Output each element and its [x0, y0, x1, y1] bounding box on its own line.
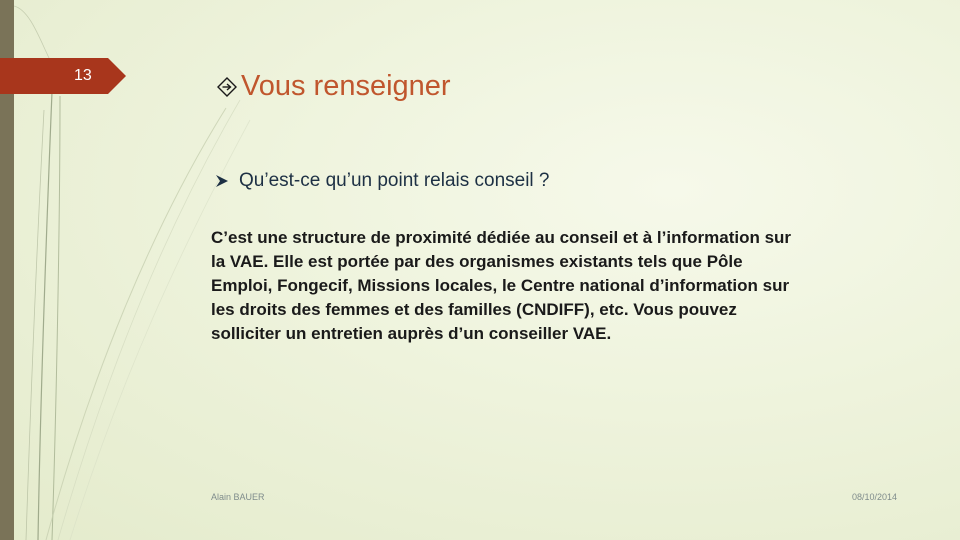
slide-title	[216, 70, 451, 103]
footer-date: 08/10/2014	[852, 492, 898, 502]
body-paragraph: C’est une structure de proximité dédiée au conseil et à l’information sur la VAE. Elle est portée par des organismes existants tels que Pôle Emploi, Fongecif, Missions locales, le Centre national d’information sur les droits des femmes et des familles (CNDIFF), etc. Vous pouvez solliciter un entretien auprès d’un conseiller VAE.	[211, 228, 792, 343]
footer-author: Alain BAUER	[211, 492, 265, 502]
question-heading	[214, 170, 550, 192]
slide-title-text: Vous renseigner	[241, 70, 451, 102]
question-text: Qu’est-ce qu’un point relais conseil ?	[239, 170, 550, 191]
arrow-bullet-icon	[214, 173, 230, 189]
diamond-arrow-icon	[216, 76, 238, 98]
slide-number: 13	[74, 67, 92, 84]
slide-number-tab	[0, 58, 126, 94]
